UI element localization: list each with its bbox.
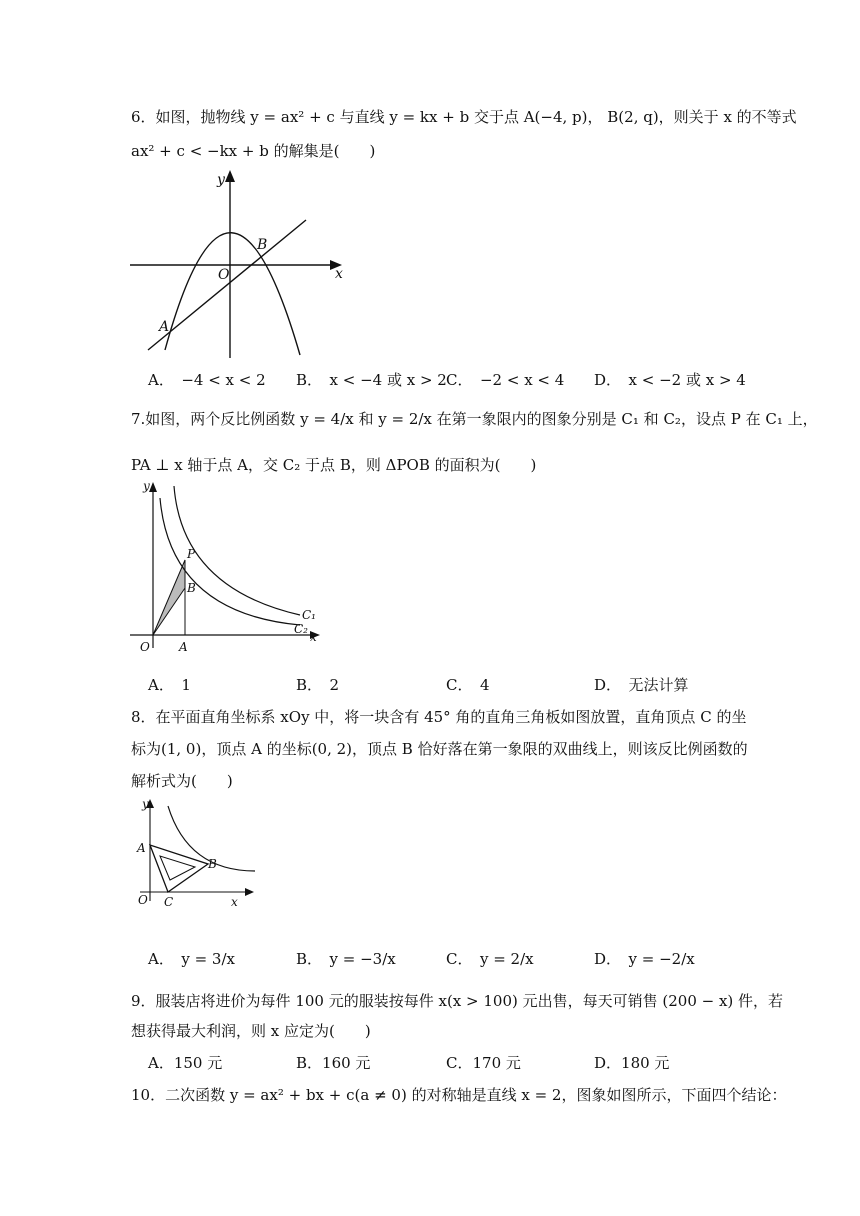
q8-line2: 标为(1, 0)，顶点 A 的坐标(0, 2)，顶点 B 恰好落在第一象限的双曲线上，则该反比例函数的 bbox=[131, 740, 748, 758]
q6-line bbox=[148, 220, 306, 350]
q9-line2: 想获得最大利润，则 x 应定为( ) bbox=[131, 1022, 371, 1040]
q10-line1: 10．二次函数 y = ax² + bx + c(a ≠ 0) 的对称轴是直线 x = 2，图象如图所示，下面四个结论： bbox=[131, 1086, 787, 1104]
q7-option-d: D． 无法计算 bbox=[594, 676, 689, 694]
q9-option-d: D．180 元 bbox=[594, 1054, 670, 1072]
q8-line3: 解析式为( ) bbox=[131, 772, 233, 790]
q8-label-C: C bbox=[164, 895, 174, 909]
q8-option-d: D． y = −2/x bbox=[594, 950, 695, 968]
q7-label-P: P bbox=[187, 547, 196, 561]
q8-label-x: x bbox=[231, 895, 238, 909]
q7-line1: 7.如图，两个反比例函数 y = 4/x 和 y = 2/x 在第一象限内的图象分别是 C₁ 和 C₂，设点 P 在 C₁ 上， bbox=[131, 410, 818, 428]
q7-option-c: C． 4 bbox=[446, 676, 490, 694]
q9-option-b: B．160 元 bbox=[296, 1054, 371, 1072]
q6-option-a: A． −4 < x < 2 bbox=[148, 371, 266, 389]
q6-label-x: x bbox=[335, 266, 343, 282]
q6-label-B: B bbox=[257, 237, 268, 253]
q6-figure bbox=[130, 170, 350, 360]
q7-y-arrow bbox=[149, 482, 157, 492]
q7-curve-C2 bbox=[160, 498, 300, 625]
q8-x-arrow bbox=[245, 888, 254, 896]
q7-option-b: B． 2 bbox=[296, 676, 340, 694]
q7-figure bbox=[130, 478, 330, 658]
q7-label-B: B bbox=[187, 581, 196, 595]
q8-option-b: B． y = −3/x bbox=[296, 950, 396, 968]
q6-label-O: O bbox=[218, 267, 230, 283]
q6-label-y: y bbox=[217, 172, 225, 188]
q7-label-C1: C₁ bbox=[302, 608, 316, 622]
q7-triangle-POB bbox=[153, 560, 185, 635]
q6-label-A: A bbox=[159, 319, 170, 335]
q6-option-c: C． −2 < x < 4 bbox=[446, 371, 565, 389]
q8-option-a: A． y = 3/x bbox=[148, 950, 235, 968]
q8-label-y: y bbox=[142, 797, 149, 811]
q8-label-A: A bbox=[137, 841, 146, 855]
q8-triangle-ABC bbox=[150, 845, 208, 892]
q6-y-arrow bbox=[225, 170, 235, 182]
q7-label-y: y bbox=[143, 479, 150, 493]
q7-label-O: O bbox=[140, 640, 150, 654]
q7-label-x: x bbox=[310, 630, 317, 644]
q8-label-O: O bbox=[138, 893, 148, 907]
q8-figure bbox=[130, 796, 260, 911]
q6-parabola bbox=[165, 233, 300, 355]
q9-line1: 9．服装店将进价为每件 100 元的服装按每件 x(x > 100) 元出售，每天可销售 (200 − x) 件，若 bbox=[131, 992, 784, 1010]
q8-label-B: B bbox=[208, 857, 217, 871]
q6-option-b: B． x < −4 或 x > 2 bbox=[296, 371, 447, 389]
q9-option-c: C．170 元 bbox=[446, 1054, 521, 1072]
q8-line1: 8．在平面直角坐标系 xOy 中，将一块含有 45° 角的直角三角板如图放置，直角顶点 C 的坐 bbox=[131, 708, 747, 726]
q6-line2: ax² + c < −kx + b 的解集是( ) bbox=[131, 142, 376, 160]
q7-label-C2: C₂ bbox=[294, 622, 308, 636]
q6-line1: 6．如图，抛物线 y = ax² + c 与直线 y = kx + b 交于点 A(−4, p)， B(2, q)，则关于 x 的不等式 bbox=[131, 108, 797, 126]
q8-option-c: C． y = 2/x bbox=[446, 950, 534, 968]
q7-label-A: A bbox=[179, 640, 188, 654]
q6-option-d: D． x < −2 或 x > 4 bbox=[594, 371, 746, 389]
q9-option-a: A．150 元 bbox=[148, 1054, 223, 1072]
q7-option-a: A． 1 bbox=[148, 676, 191, 694]
q7-line2: PA ⊥ x 轴于点 A，交 C₂ 于点 B，则 ΔPOB 的面积为( ) bbox=[131, 456, 537, 474]
